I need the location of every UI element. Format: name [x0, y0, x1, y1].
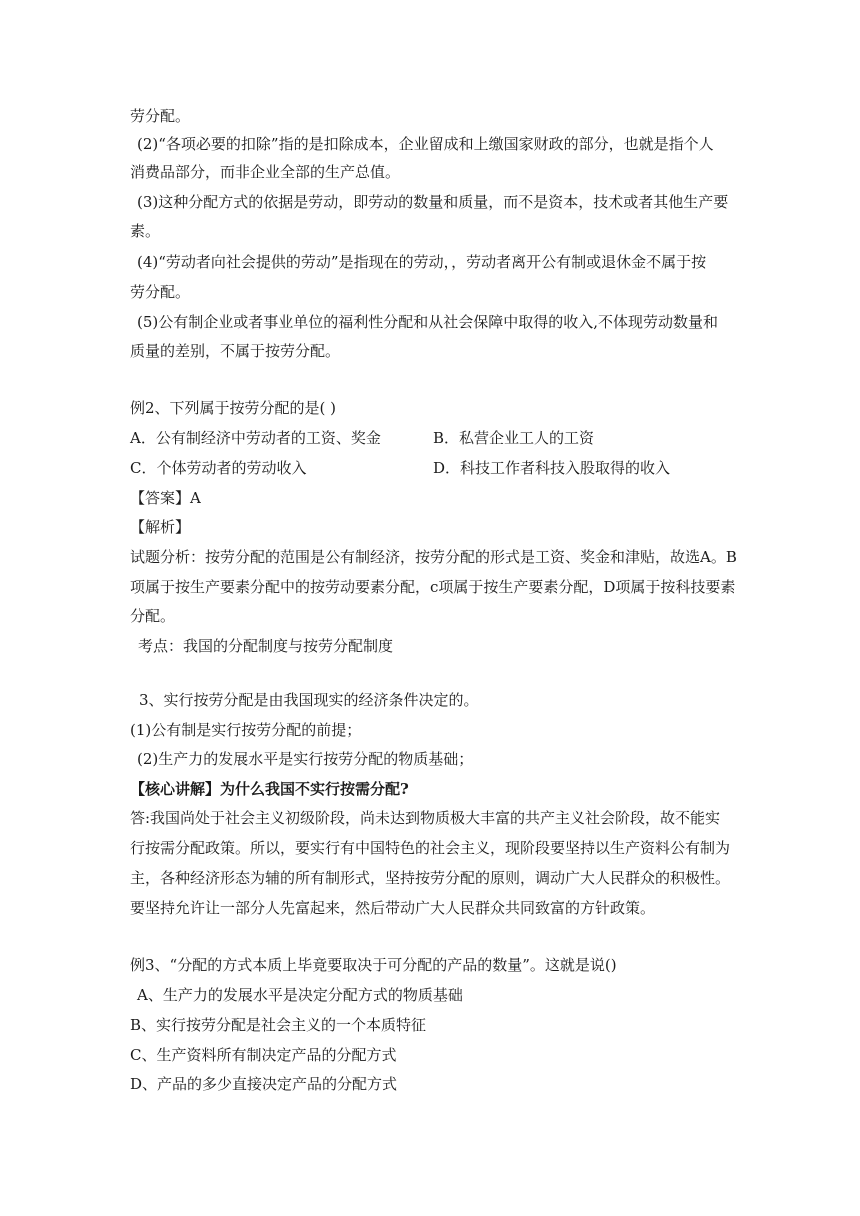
example-3-option-d: D、产品的多少直接决定产品的分配方式 [130, 1075, 398, 1093]
example-2-option-b: B．私营企业工人的工资 [433, 429, 595, 447]
example-3-option-a: A、生产力的发展水平是决定分配方式的物质基础 [137, 986, 463, 1004]
example-2-option-d: D．科技工作者科技入股取得的收入 [433, 459, 671, 477]
example-3-question: 例3、“分配的方式本质上毕竟要取决于可分配的产品的数量”。这就是说() [130, 956, 617, 974]
paragraph-line: 劳分配。 [130, 107, 191, 125]
list-item-5-continued: 质量的差别，不属于按劳分配。 [130, 342, 341, 360]
answer-label: 【答案】A [130, 489, 201, 507]
list-item-4-continued: 劳分配。 [130, 283, 191, 301]
analysis-line: 项属于按生产要素分配中的按劳动要素分配，c项属于按生产要素分配，D项属于按科技要素 [130, 578, 736, 596]
list-item-3: (3)这种分配方式的依据是劳动，即劳动的数量和质量，而不是资本，技术或者其他生产要 [137, 193, 729, 211]
example-2-question: 例2、下列属于按劳分配的是( ) [130, 399, 337, 417]
section-3-heading: 3、实行按劳分配是由我国现实的经济条件决定的。 [139, 691, 479, 709]
answer-paragraph-line: 答:我国尚处于社会主义初级阶段，尚未达到物质极大丰富的共产主义社会阶段，故不能实 [130, 809, 721, 827]
example-2-option-a: A．公有制经济中劳动者的工资、奖金 [130, 429, 381, 447]
answer-paragraph-line: 行按需分配政策。所以，要实行有中国特色的社会主义，现阶段要坚持以生产资料公有制为 [130, 839, 731, 857]
core-explanation-heading: 【核心讲解】为什么我国不实行按需分配? [130, 780, 409, 798]
answer-paragraph-line: 主，各种经济形态为辅的所有制形式，坚持按劳分配的原则，调动广大人民群众的积极性。 [130, 869, 731, 887]
list-item-3-continued: 素。 [130, 222, 161, 240]
list-item-5: (5)公有制企业或者事业单位的福利性分配和从社会保障中取得的收入,不体现劳动数量和 [137, 313, 719, 331]
example-3-option-b: B、实行按劳分配是社会主义的一个本质特征 [130, 1016, 427, 1034]
answer-paragraph-line: 要坚持允许让一部分人先富起来，然后带动广大人民群众共同致富的方针政策。 [130, 899, 656, 917]
analysis-line: 试题分析：按劳分配的范围是公有制经济，按劳分配的形式是工资、奖金和津贴，故选A。B [130, 548, 737, 566]
example-2-option-c: C．个体劳动者的劳动收入 [130, 459, 307, 477]
analysis-label: 【解析】 [130, 518, 191, 536]
list-item-4: (4)“劳动者向社会提供的劳动”是指现在的劳动，，劳动者离开公有制或退休金不属于按 [137, 253, 707, 271]
kaodian-line: 考点：我国的分配制度与按劳分配制度 [138, 637, 394, 655]
list-item-2-continued: 消费品部分，而非企业全部的生产总值。 [130, 163, 401, 181]
example-3-option-c: C、生产资料所有制决定产品的分配方式 [130, 1046, 397, 1064]
analysis-line: 分配。 [130, 607, 176, 625]
list-item-2: (2)“各项必要的扣除”指的是扣除成本，企业留成和上缴国家财政的部分，也就是指个人 [137, 135, 714, 153]
section-3-item-1: (1)公有制是实行按劳分配的前提； [130, 721, 362, 739]
section-3-item-2: (2)生产力的发展水平是实行按劳分配的物质基础； [137, 750, 474, 768]
